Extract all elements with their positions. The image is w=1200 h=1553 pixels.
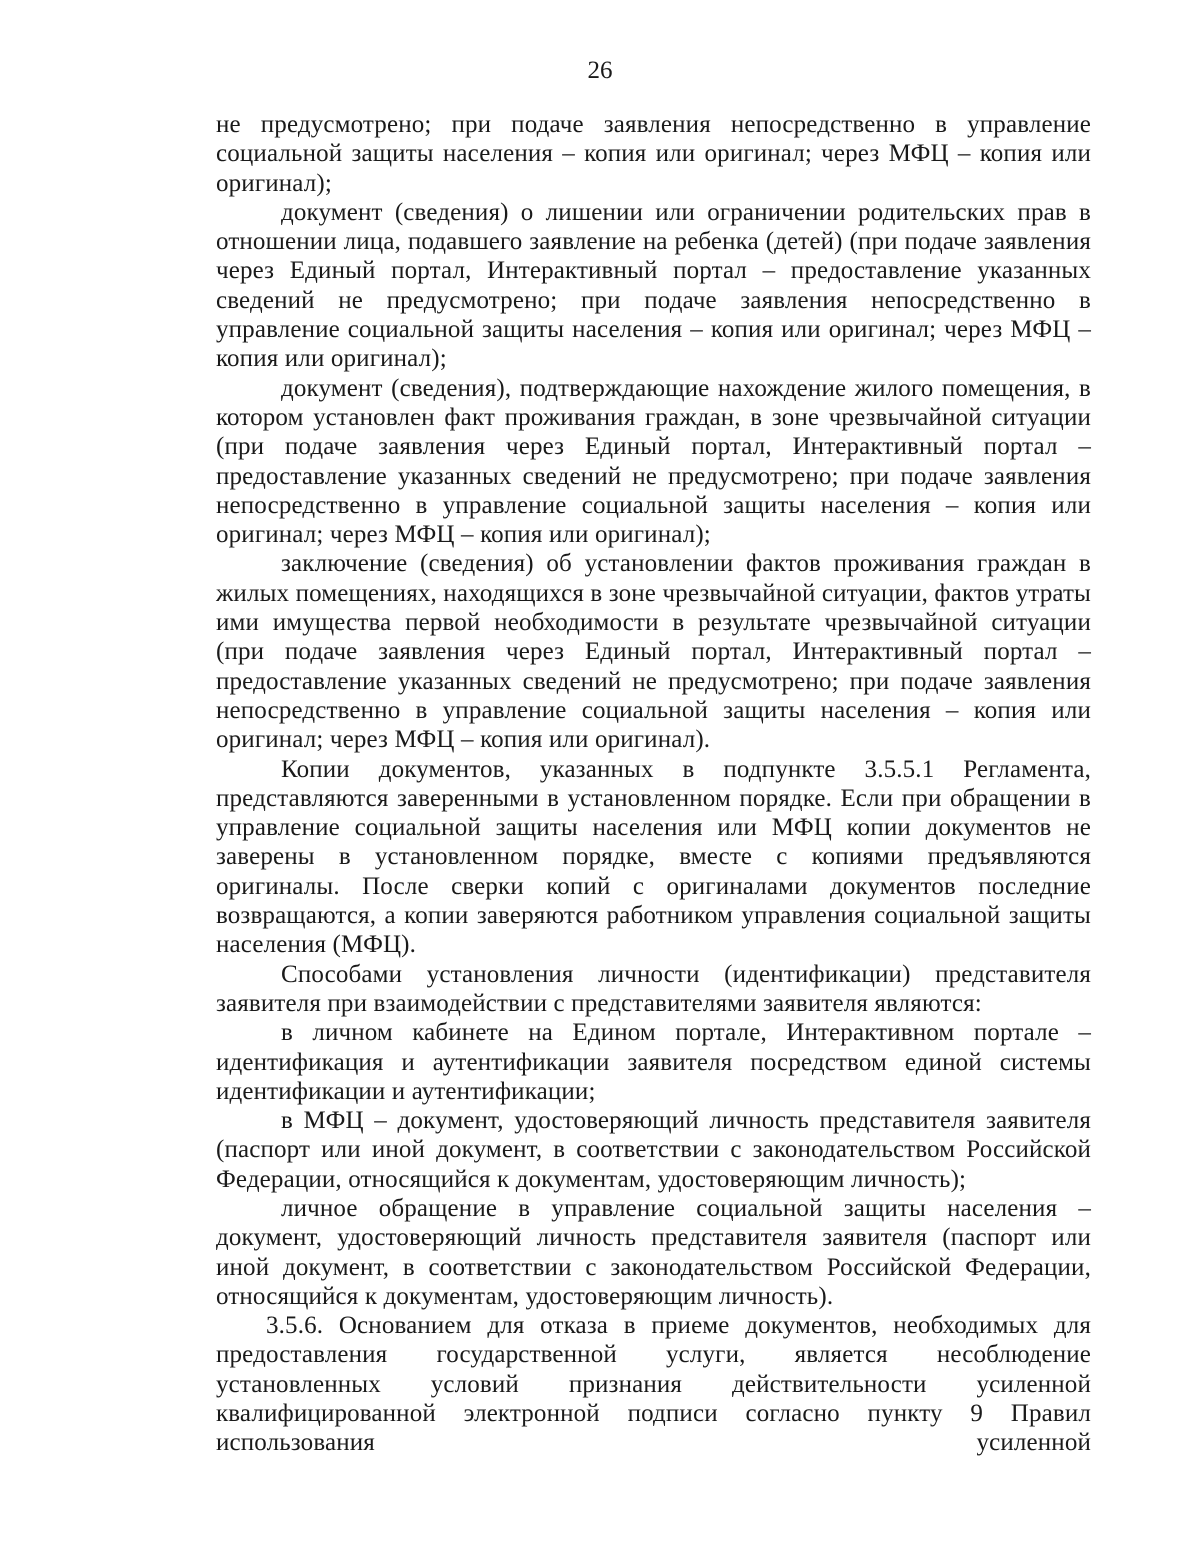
paragraph-document-copies: Копии документов, указанных в подпункте 3.5.5.1 Регламента, представляются заверенными в установленном порядке. Если при обращении в управление социальной защиты населения или МФЦ копии документов не заверены в установленном порядке, вместе с копиями предъявляются оригиналы. После сверки копий с оригиналами документов последние возвращаются, а копии заверяются работником управления социальной защиты населения (МФЦ).	[216, 755, 1091, 959]
paragraph-continuation: не предусмотрено; при подаче заявления непосредственно в управление социальной защиты населения – копия или оригинал; через МФЦ – копия или оригинал);	[216, 111, 1091, 197]
page-number: 26	[587, 57, 613, 84]
paragraph-residence-conclusion: заключение (сведения) об установлении фактов проживания граждан в жилых помещениях, находящихся в зоне чрезвычайной ситуации, фактов утраты ими имущества первой необходимости в результате чрезвычайной ситуации (при подаче заявления через Единый портал, Интерактивный портал – предоставление указанных сведений не предусмотрено; при подаче заявления непосредственно в управление социальной защиты населения – копия или оригинал; через МФЦ – копия или оригинал).	[216, 550, 1091, 754]
paragraph-personal-account: в личном кабинете на Едином портале, Интерактивном портале – идентификация и аутентификации заявителя посредством единой системы идентификации и аутентификации;	[216, 1019, 1091, 1105]
paragraph-parental-rights: документ (сведения) о лишении или ограничении родительских прав в отношении лица, подавшего заявление на ребенка (детей) (при подаче заявления через Единый портал, Интерактивный портал – предоставление указанных сведений не предусмотрено; при подаче заявления непосредственно в управление социальной защиты населения – копия или оригинал; через МФЦ – копия или оригинал);	[216, 198, 1091, 373]
section-3-5-6: 3.5.6. Основанием для отказа в приеме документов, необходимых для предоставления государственной услуги, является несоблюдение установленных условий признания действительности усиленной квалифицированной электронной подписи согласно пункту 9 Правил использования усиленной	[216, 1312, 1091, 1457]
paragraph-identification-methods: Способами установления личности (идентификации) представителя заявителя при взаимодействии с представителями заявителя являются:	[216, 960, 1091, 1017]
document-body	[216, 110, 1091, 1458]
paragraph-mfc-identity: в МФЦ – документ, удостоверяющий личность представителя заявителя (паспорт или иной документ, в соответствии с законодательством Российской Федерации, относящийся к документам, удостоверяющим личность);	[216, 1107, 1091, 1193]
paragraph-personal-visit: личное обращение в управление социальной защиты населения – документ, удостоверяющий личность представителя заявителя (паспорт или иной документ, в соответствии с законодательством Российской Федерации, относящийся к документам, удостоверяющим личность).	[216, 1194, 1091, 1310]
paragraph-emergency-zone-housing: документ (сведения), подтверждающие нахождение жилого помещения, в котором установлен факт проживания граждан, в зоне чрезвычайной ситуации (при подаче заявления через Единый портал, Интерактивный портал – предоставление указанных сведений не предусмотрено; при подаче заявления непосредственно в управление социальной защиты населения – копия или оригинал; через МФЦ – копия или оригинал);	[216, 374, 1091, 549]
